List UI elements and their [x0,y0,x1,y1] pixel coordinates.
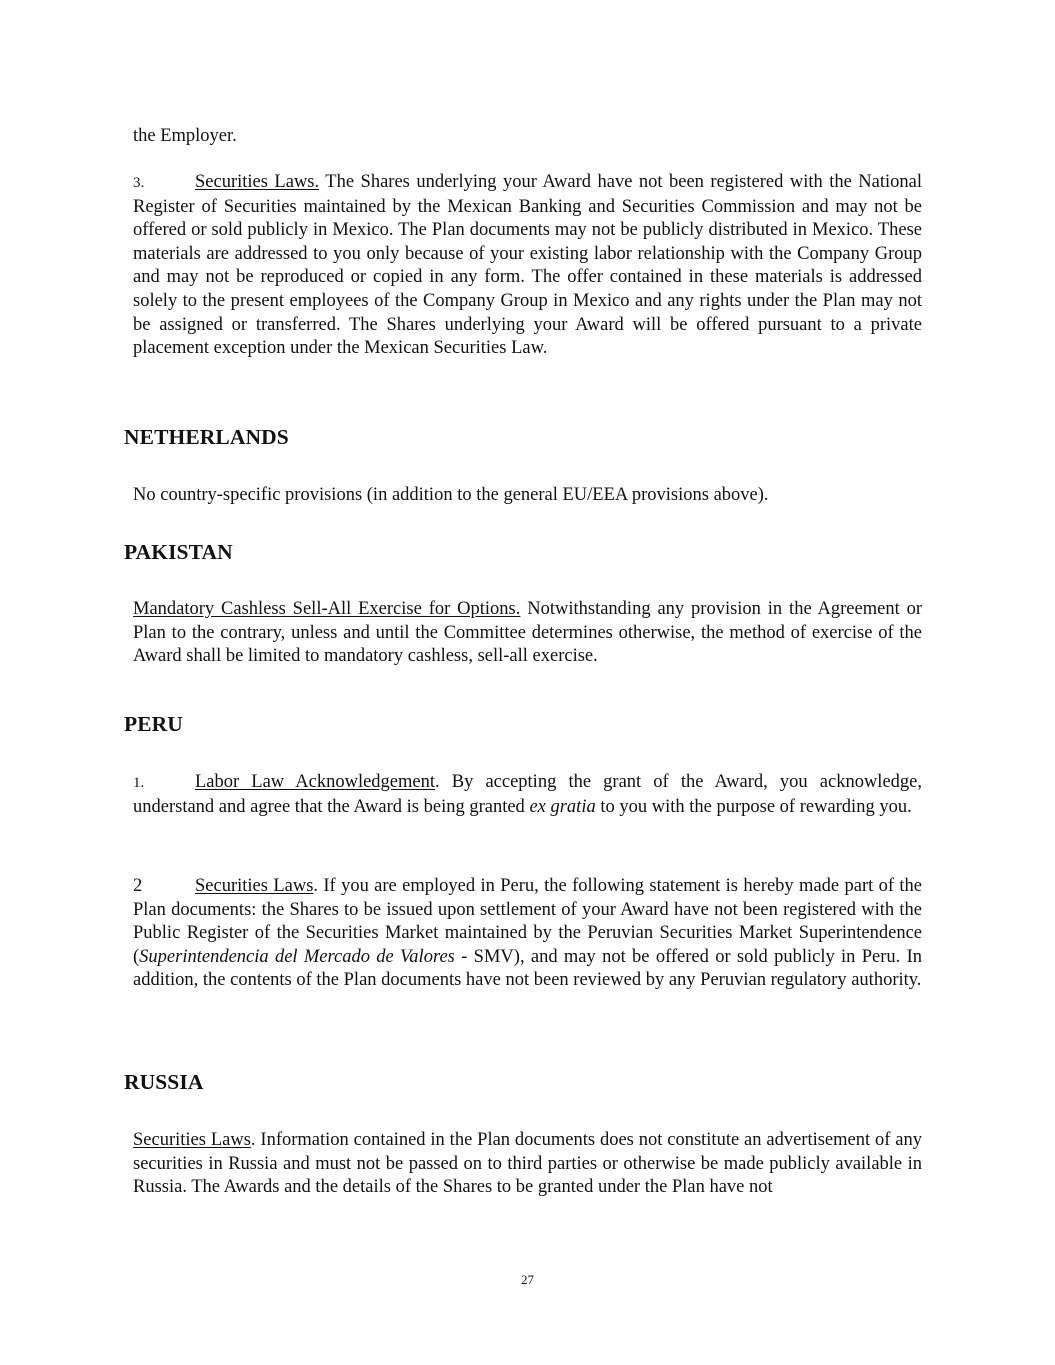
section-heading-peru: PERU [124,712,183,736]
item-number: 3. [133,175,145,191]
italic-term: ex gratia [529,796,596,817]
continuation-text: the Employer. [133,126,237,146]
netherlands-text [133,484,922,508]
mexico-continuation-text [133,125,922,149]
item-number: 1. [133,775,145,791]
section-heading-pakistan: PAKISTAN [124,540,233,564]
page-number: 27 [521,1272,534,1287]
item-text: . By accepting the grant of the Award, you acknowledge, understand and agree that the Award is being granted [133,772,922,817]
item-heading: Labor Law Acknowledgement [195,772,435,792]
section-heading-netherlands: NETHERLANDS [124,425,289,449]
peru-item-1 [133,771,922,819]
peru-item-2 [133,875,922,993]
item-text: . If you are employed in Peru, the following statement is hereby made part of the Plan documents: the Shares to be issued upon settlement of your Award have not been registered with the Public Register of the Securities Market maintained by the Peruvian Securities Market Superintendence ( [133,876,922,967]
item-text-continued: to you with the purpose of rewarding you. [595,796,912,817]
item-heading: Securities Laws [195,876,314,896]
russia-provision [133,1129,922,1200]
provision-text: Notwithstanding any provision in the Agreement or Plan to the contrary, unless and until the Committee determines otherwise, the method of exercise of the Award shall be limited to mandatory cashless, sell-all exercise. [133,599,922,667]
item-number: 2 [133,876,143,896]
item-text-continued: - SMV), and may not be offered or sold publicly in Peru. In addition, the contents of the Plan documents have not been reviewed by any Peruvian regulatory authority. [133,946,923,991]
mexico-item-3 [133,171,922,361]
pakistan-provision [133,598,922,669]
paragraph-text: No country-specific provisions (in addition to the general EU/EEA provisions above). [133,485,769,505]
italic-term: Superintendencia del Mercado de Valores [139,946,455,967]
section-heading-russia: RUSSIA [124,1070,204,1094]
item-heading: Securities Laws. [195,172,320,192]
item-text: The Shares underlying your Award have not been registered with the National Register of Securities maintained by the Mexican Banking and Securities Commission and may not be offered or sold publicly in Mexico. The Plan documents may not be publicly distributed in Mexico. These materials are addressed to you only because of your existing labor relationship with the Company Group and may not be reproduced or copied in any form. The offer contained in these materials is addressed solely to the present employees of the Company Group in Mexico and any rights under the Plan may not be assigned or transferred. The Shares underlying your Award will be offered pursuant to a private placement exception under the Mexican Securities Law. [133,172,922,359]
provision-heading: Mandatory Cashless Sell-All Exercise for Options. [133,599,521,619]
provision-text: . Information contained in the Plan documents does not constitute an advertisement of any securities in Russia and must not be passed on to third parties or otherwise be made publicly available in Russia. The Awards and the details of the Shares to be granted under the Plan have not [133,1130,923,1198]
provision-heading: Securities Laws [133,1130,251,1150]
